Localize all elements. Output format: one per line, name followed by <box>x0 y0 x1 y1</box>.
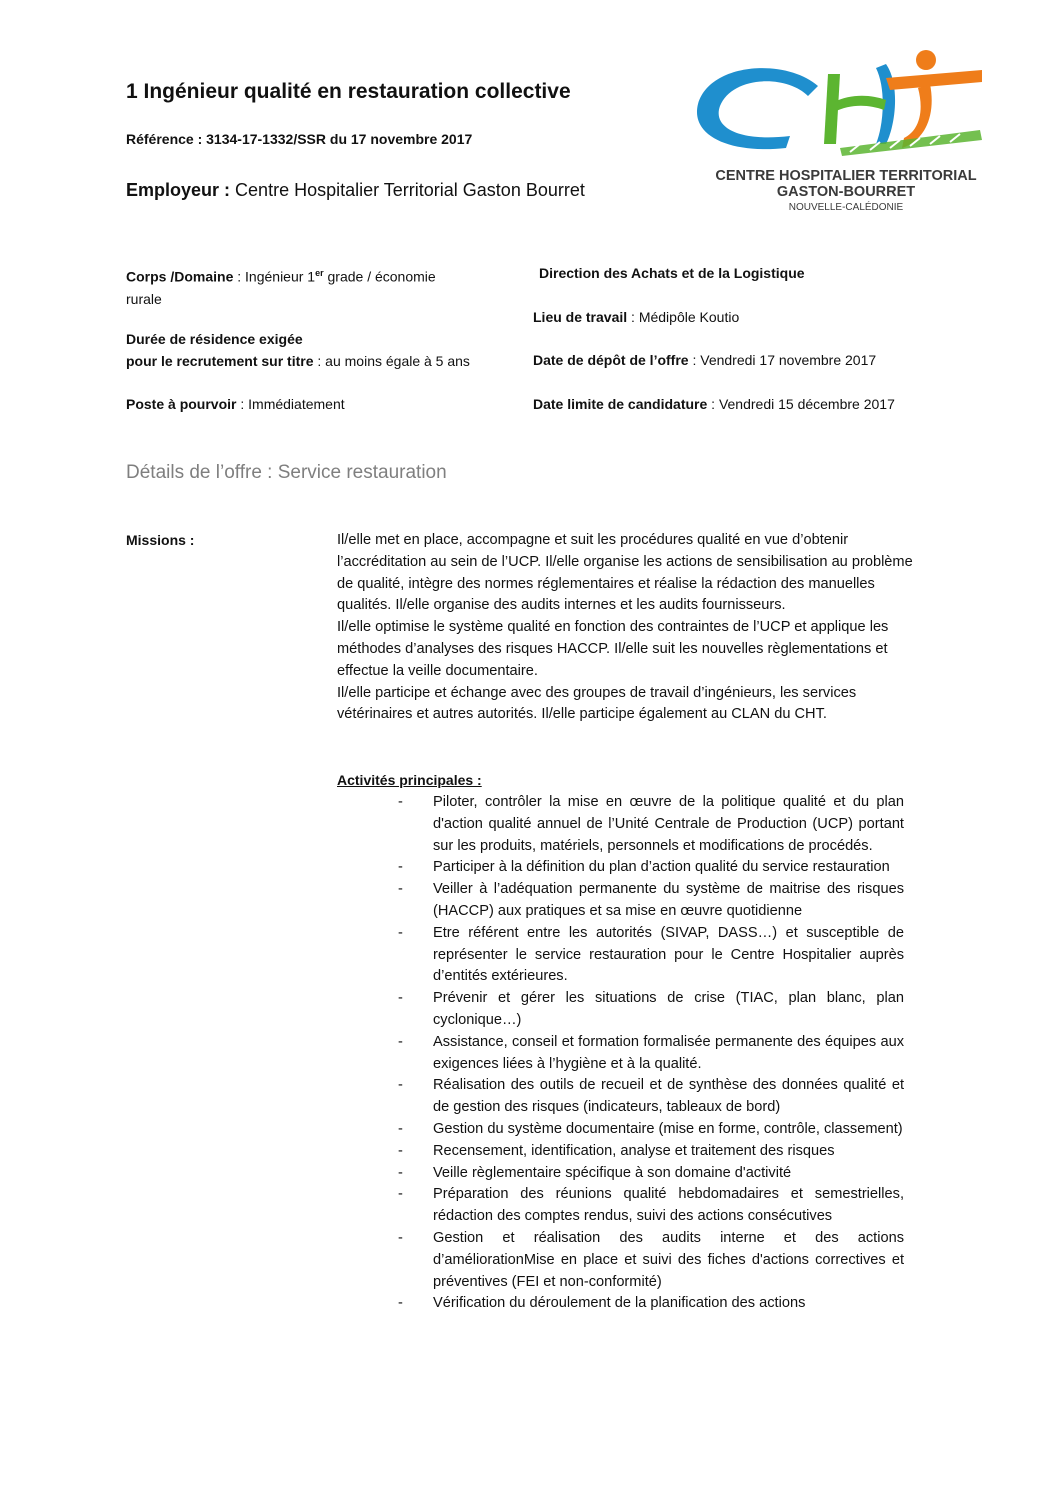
activity-text: Prévenir et gérer les situations de crise (TIAC, plan blanc, plan cyclonique…) <box>433 990 904 1028</box>
activity-text: Piloter, contrôler la mise en œuvre de la politique qualité et du plan d'action qualité annuel de l’Unité Centrale de Production (UCP) portant sur les produits, matériels, personnels et modifications de procédés. <box>433 794 904 854</box>
activity-text: Préparation des réunions qualité hebdomadaires et semestrielles, rédaction des comptes rendus, suivi des actions consécutives <box>433 1186 904 1225</box>
activity-text: Veiller à l’adéquation permanente du système de maitrise des risques (HACCP) aux pratiques et sa mise en œuvre quotidienne <box>433 881 904 919</box>
activity-dash: - <box>398 1164 403 1181</box>
corps-value-2: grade / économie <box>323 268 436 285</box>
duree-residence <box>126 328 536 372</box>
cht-logo <box>690 44 1002 220</box>
activity-text: Gestion et réalisation des audits interne et des actions d’améliorationMise en place et suivi des fiches d'actions correctives et préventives (FEI et non-conformité) <box>433 1229 904 1290</box>
activity-dash: - <box>398 794 403 810</box>
employer <box>126 180 585 201</box>
activity-item <box>396 857 904 879</box>
activity-item <box>396 1032 904 1076</box>
page-title: 1 Ingénieur qualité en restauration collective <box>126 80 571 103</box>
missions-paragraph: Il/elle optimise le système qualité en fonction des contraintes de l’UCP et applique les méthodes d’analyses des risques HACCP. Il/elle suit les nouvelles règlementations et effectue la veille documentaire. <box>337 619 889 679</box>
poste-label: Poste à pourvoir <box>126 396 237 412</box>
activity-dash: - <box>398 859 403 876</box>
direction-text: Direction des Achats et de la Logistique <box>539 265 805 281</box>
employer-value: Centre Hospitalier Territorial Gaston Bourret <box>235 180 585 200</box>
activity-text: Gestion du système documentaire (mise en forme, contrôle, classement) <box>433 1120 903 1137</box>
corps-label: Corps /Domaine <box>126 268 234 285</box>
activity-text: Etre référent entre les autorités (SIVAP, DASS…) et susceptible de représenter le service restauration pour le Centre Hospitalier auprès d’entités extérieures. <box>433 924 904 985</box>
reference: Référence : 3134-17-1332/SSR du 17 novembre 2017 <box>126 131 473 147</box>
activity-text: Vérification du déroulement de la planification des actions <box>433 1295 806 1312</box>
activity-item <box>396 923 904 988</box>
corps-value-3: rurale <box>126 290 162 307</box>
activity-dash: - <box>398 1120 403 1137</box>
depot-label: Date de dépôt de l’offre <box>533 352 689 368</box>
activity-dash: - <box>398 1142 403 1159</box>
activities-title: Activités principales : <box>337 772 482 788</box>
logo-line1: CENTRE HOSPITALIER TERRITORIAL <box>715 168 977 184</box>
duree-label-1: Durée de résidence exigée <box>126 331 303 347</box>
activity-item <box>396 1293 904 1315</box>
missions-label: Missions : <box>126 532 195 548</box>
limite-value: : Vendredi 15 décembre 2017 <box>707 396 895 412</box>
activity-item <box>396 1228 904 1293</box>
activity-text: Assistance, conseil et formation formalisée permanente des équipes aux exigences liées à l’hygiène et à la qualité. <box>433 1033 904 1072</box>
corps-domaine <box>126 262 526 310</box>
depot-value: : Vendredi 17 novembre 2017 <box>688 352 877 368</box>
corps-value: : Ingénieur 1 <box>233 268 316 285</box>
activity-dash: - <box>398 1077 403 1094</box>
activity-dash: - <box>398 1229 403 1246</box>
poste-a-pourvoir <box>126 393 345 415</box>
duree-label-2: pour le recrutement sur titre <box>126 353 314 369</box>
activity-text: Veille règlementaire spécifique à son domaine d'activité <box>433 1164 792 1181</box>
logo-line3: NOUVELLE-CALÉDONIE <box>788 202 904 213</box>
poste-value: : Immédiatement <box>236 396 345 412</box>
direction <box>539 262 805 284</box>
missions-paragraph: Il/elle participe et échange avec des groupes de travail d’ingénieurs, les services vétérinaires et autres autorités. Il/elle participe également au CLAN du CHT. <box>337 684 857 723</box>
activity-dash: - <box>398 1186 403 1203</box>
logo-c-shape <box>697 68 818 149</box>
activity-dash: - <box>398 924 403 941</box>
activity-dash: - <box>398 881 403 898</box>
activities-list <box>396 792 904 1315</box>
missions-text <box>337 530 915 726</box>
section-title: Détails de l’offre : Service restauration <box>126 462 447 483</box>
duree-value: : au moins égale à 5 ans <box>313 353 470 369</box>
activity-dash: - <box>398 1295 403 1312</box>
missions-paragraph: Il/elle met en place, accompagne et suit les procédures qualité en vue d’obtenir l’accréditation au sein de l’UCP. Il/elle organise les actions de sensibilisation au problème de qualité, intègre des normes réglementaires et réalise la rédaction des manuelles qualités. Il/elle organise des audits internes et les audits fournisseurs. <box>337 532 913 614</box>
employer-label: Employeur : <box>126 180 231 200</box>
activity-text: Participer à la définition du plan d’action qualité du service restauration <box>433 859 890 876</box>
activity-item <box>396 988 904 1032</box>
activity-item <box>396 1141 904 1163</box>
activity-item <box>396 792 904 857</box>
activity-item <box>396 1075 904 1119</box>
lieu-label: Lieu de travail <box>533 309 628 325</box>
lieu-value: : Médipôle Koutio <box>627 309 740 325</box>
logo-line2: GASTON-BOURRET <box>776 184 916 200</box>
activity-item <box>396 1163 904 1185</box>
logo-t-bar <box>886 70 982 90</box>
logo-head <box>916 50 936 70</box>
logo-h-bar <box>834 96 886 112</box>
activity-item <box>396 1184 904 1228</box>
date-limite <box>533 393 895 415</box>
activity-item <box>396 1119 904 1141</box>
date-depot <box>533 349 876 371</box>
activity-text: Recensement, identification, analyse et traitement des risques <box>433 1142 835 1159</box>
activity-dash: - <box>398 990 403 1007</box>
activity-text: Réalisation des outils de recueil et de synthèse des données qualité et de gestion des risques (indicateurs, tableaux de bord) <box>433 1077 904 1116</box>
lieu-travail <box>533 306 739 328</box>
activity-item <box>396 879 904 923</box>
activity-dash: - <box>398 1033 403 1050</box>
corps-sup: er <box>315 268 324 278</box>
limite-label: Date limite de candidature <box>533 396 708 412</box>
